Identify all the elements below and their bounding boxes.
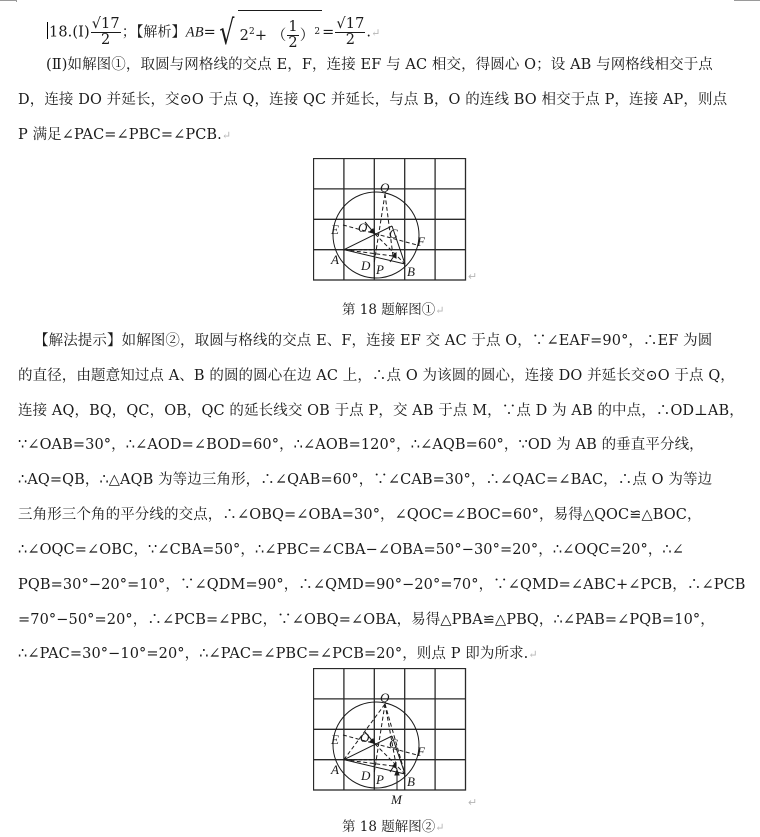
text-cursor bbox=[47, 22, 48, 39]
segment-dq bbox=[374, 194, 385, 262]
hint-line-5: ∴AQ=QB，∴△AQB 为等边三角形，∴∠QAB=60°，∵∠CAB=30°，∴∠QAC=∠BAC，∴点 O 为等边 bbox=[18, 472, 713, 488]
hint-line-2: 的直径，由题意知过点 A、B 的圆的圆心在边 AC 上，∴点 O 为该圆的圆心，连接 DO 并延长交⊙O 于点 Q， bbox=[18, 368, 735, 384]
part1-label: (Ⅰ) bbox=[72, 24, 90, 41]
figure-1-diagram bbox=[313, 158, 488, 283]
part1-line: 18.(Ⅰ) $\frac{√17}{2}$ ；【解析】AB=√ $2^2+$ （ $\frac{1}{2}$ ）$^2$ = $\frac{√17}{2}$ .↵ bbox=[47, 10, 380, 50]
analysis-tag: 【解析】 bbox=[136, 24, 186, 41]
hint-line-3: 连接 AQ，BQ，QC，OB，QC 的延长线交 OB 于点 P，交 AB 于点 M，∵点 D 为 AB 的中点，∴OD⊥AB， bbox=[18, 403, 744, 419]
label-o: O bbox=[358, 220, 368, 235]
hint-line-8: PQB=30°−20°=10°，∵∠QDM=90°，∴∠QMD=90°−20°=70°，∵∠QMD=∠ABC+∠PCB，∴∠PCB bbox=[18, 577, 746, 593]
arrow-head-m bbox=[395, 770, 399, 775]
hint-line-9: =70°−50°=20°，∴∠PCB=∠PBC，∵∠OBQ=∠OBA，易得△PBA≌△PBQ，∴∠PAB=∠PQB=10°， bbox=[18, 612, 715, 628]
page-corner-mark-left-vertical bbox=[16, 0, 17, 2]
hint-line-10: ∴∠PAC=30°−10°=20°，∴∠PAC=∠PBC=∠PCB=20°，则点 P 即为所求.↵ bbox=[18, 646, 538, 662]
label-e: E bbox=[331, 222, 339, 237]
segment-qp bbox=[385, 194, 393, 256]
hint-line-4: ∵∠OAB=30°，∴∠AOD=∠BOD=60°，∴∠AOB=120°，∴∠AQB=60°，∵OD 为 AB 的垂直平分线， bbox=[18, 437, 704, 453]
label-q: Q bbox=[380, 690, 390, 705]
segment-dq bbox=[374, 704, 385, 772]
part2-line-3: P 满足∠PAC=∠PBC=∠PCB.↵ bbox=[18, 127, 232, 143]
separator: ； bbox=[121, 24, 137, 41]
radicand: $2^2+$ （ $\frac{1}{2}$ ）$^2$ bbox=[238, 10, 322, 55]
label-d: D bbox=[361, 768, 371, 783]
label-b: B bbox=[407, 774, 415, 789]
hint-line-6: 三角形三个角的平分线的交点，∴∠OBQ=∠OBA=30°，∠QOC=∠BOC=60°，易得△QOC≌△BOC， bbox=[18, 507, 702, 523]
radical-sign: √ bbox=[219, 13, 235, 54]
paragraph-mark: ↵ bbox=[468, 271, 478, 283]
page-corner-mark-left bbox=[0, 0, 16, 1]
figure-1-caption: 第 18 题解图①↵ bbox=[342, 302, 445, 318]
label-p: P bbox=[376, 262, 384, 277]
segment-ac bbox=[344, 226, 392, 250]
label-f: F bbox=[417, 744, 425, 759]
label-f: F bbox=[417, 234, 425, 249]
label-o: O bbox=[360, 730, 370, 745]
page-corner-mark-right bbox=[734, 0, 760, 1]
label-q: Q bbox=[380, 180, 390, 195]
problem-number: 18. bbox=[49, 24, 73, 41]
figure-2-diagram bbox=[313, 668, 488, 813]
label-m: M bbox=[391, 792, 402, 807]
label-d: D bbox=[361, 258, 371, 273]
part1-result: $\frac{√17}{2}$ bbox=[336, 15, 365, 48]
label-c: C bbox=[389, 226, 398, 241]
paragraph-mark: ↵ bbox=[468, 797, 478, 809]
figure-2-caption: 第 18 题解图②↵ bbox=[342, 819, 445, 835]
label-a: A bbox=[331, 762, 339, 777]
label-c: C bbox=[389, 736, 398, 751]
equals: = bbox=[322, 24, 335, 41]
label-b: B bbox=[407, 264, 415, 279]
equals: = bbox=[203, 24, 216, 41]
hint-line-1: 【解法提示】如解图②，取圆与格线的交点 E、F，连接 EF 交 AC 于点 O，∵∠EAF=90°，∴EF 为圆 bbox=[34, 333, 713, 349]
part2-line-2: D，连接 DO 并延长，交⊙O 于点 Q，连接 QC 并延长，与点 B，O 的连线 BO 相交于点 P，连接 AP，则点 bbox=[18, 92, 728, 108]
hint-line-7: ∴∠OQC=∠OBC，∵∠CBA=50°，∴∠PBC=∠CBA−∠OBA=50°−30°=20°，∴∠OQC=20°，∴∠ bbox=[18, 542, 684, 558]
ab-label: AB bbox=[185, 24, 204, 41]
part2-line-1: (Ⅱ)如解图①，取圆与网格线的交点 E，F，连接 EF 与 AC 相交，得圆心 O；设 AB 与网格线相交于点 bbox=[46, 57, 713, 73]
label-p: P bbox=[376, 772, 384, 787]
half-fraction: $\frac{1}{2}$ bbox=[288, 19, 298, 52]
label-e: E bbox=[331, 732, 339, 747]
label-a: A bbox=[331, 252, 339, 267]
part1-answer: $\frac{√17}{2}$ bbox=[91, 15, 120, 48]
paragraph-mark: ↵ bbox=[371, 26, 381, 40]
